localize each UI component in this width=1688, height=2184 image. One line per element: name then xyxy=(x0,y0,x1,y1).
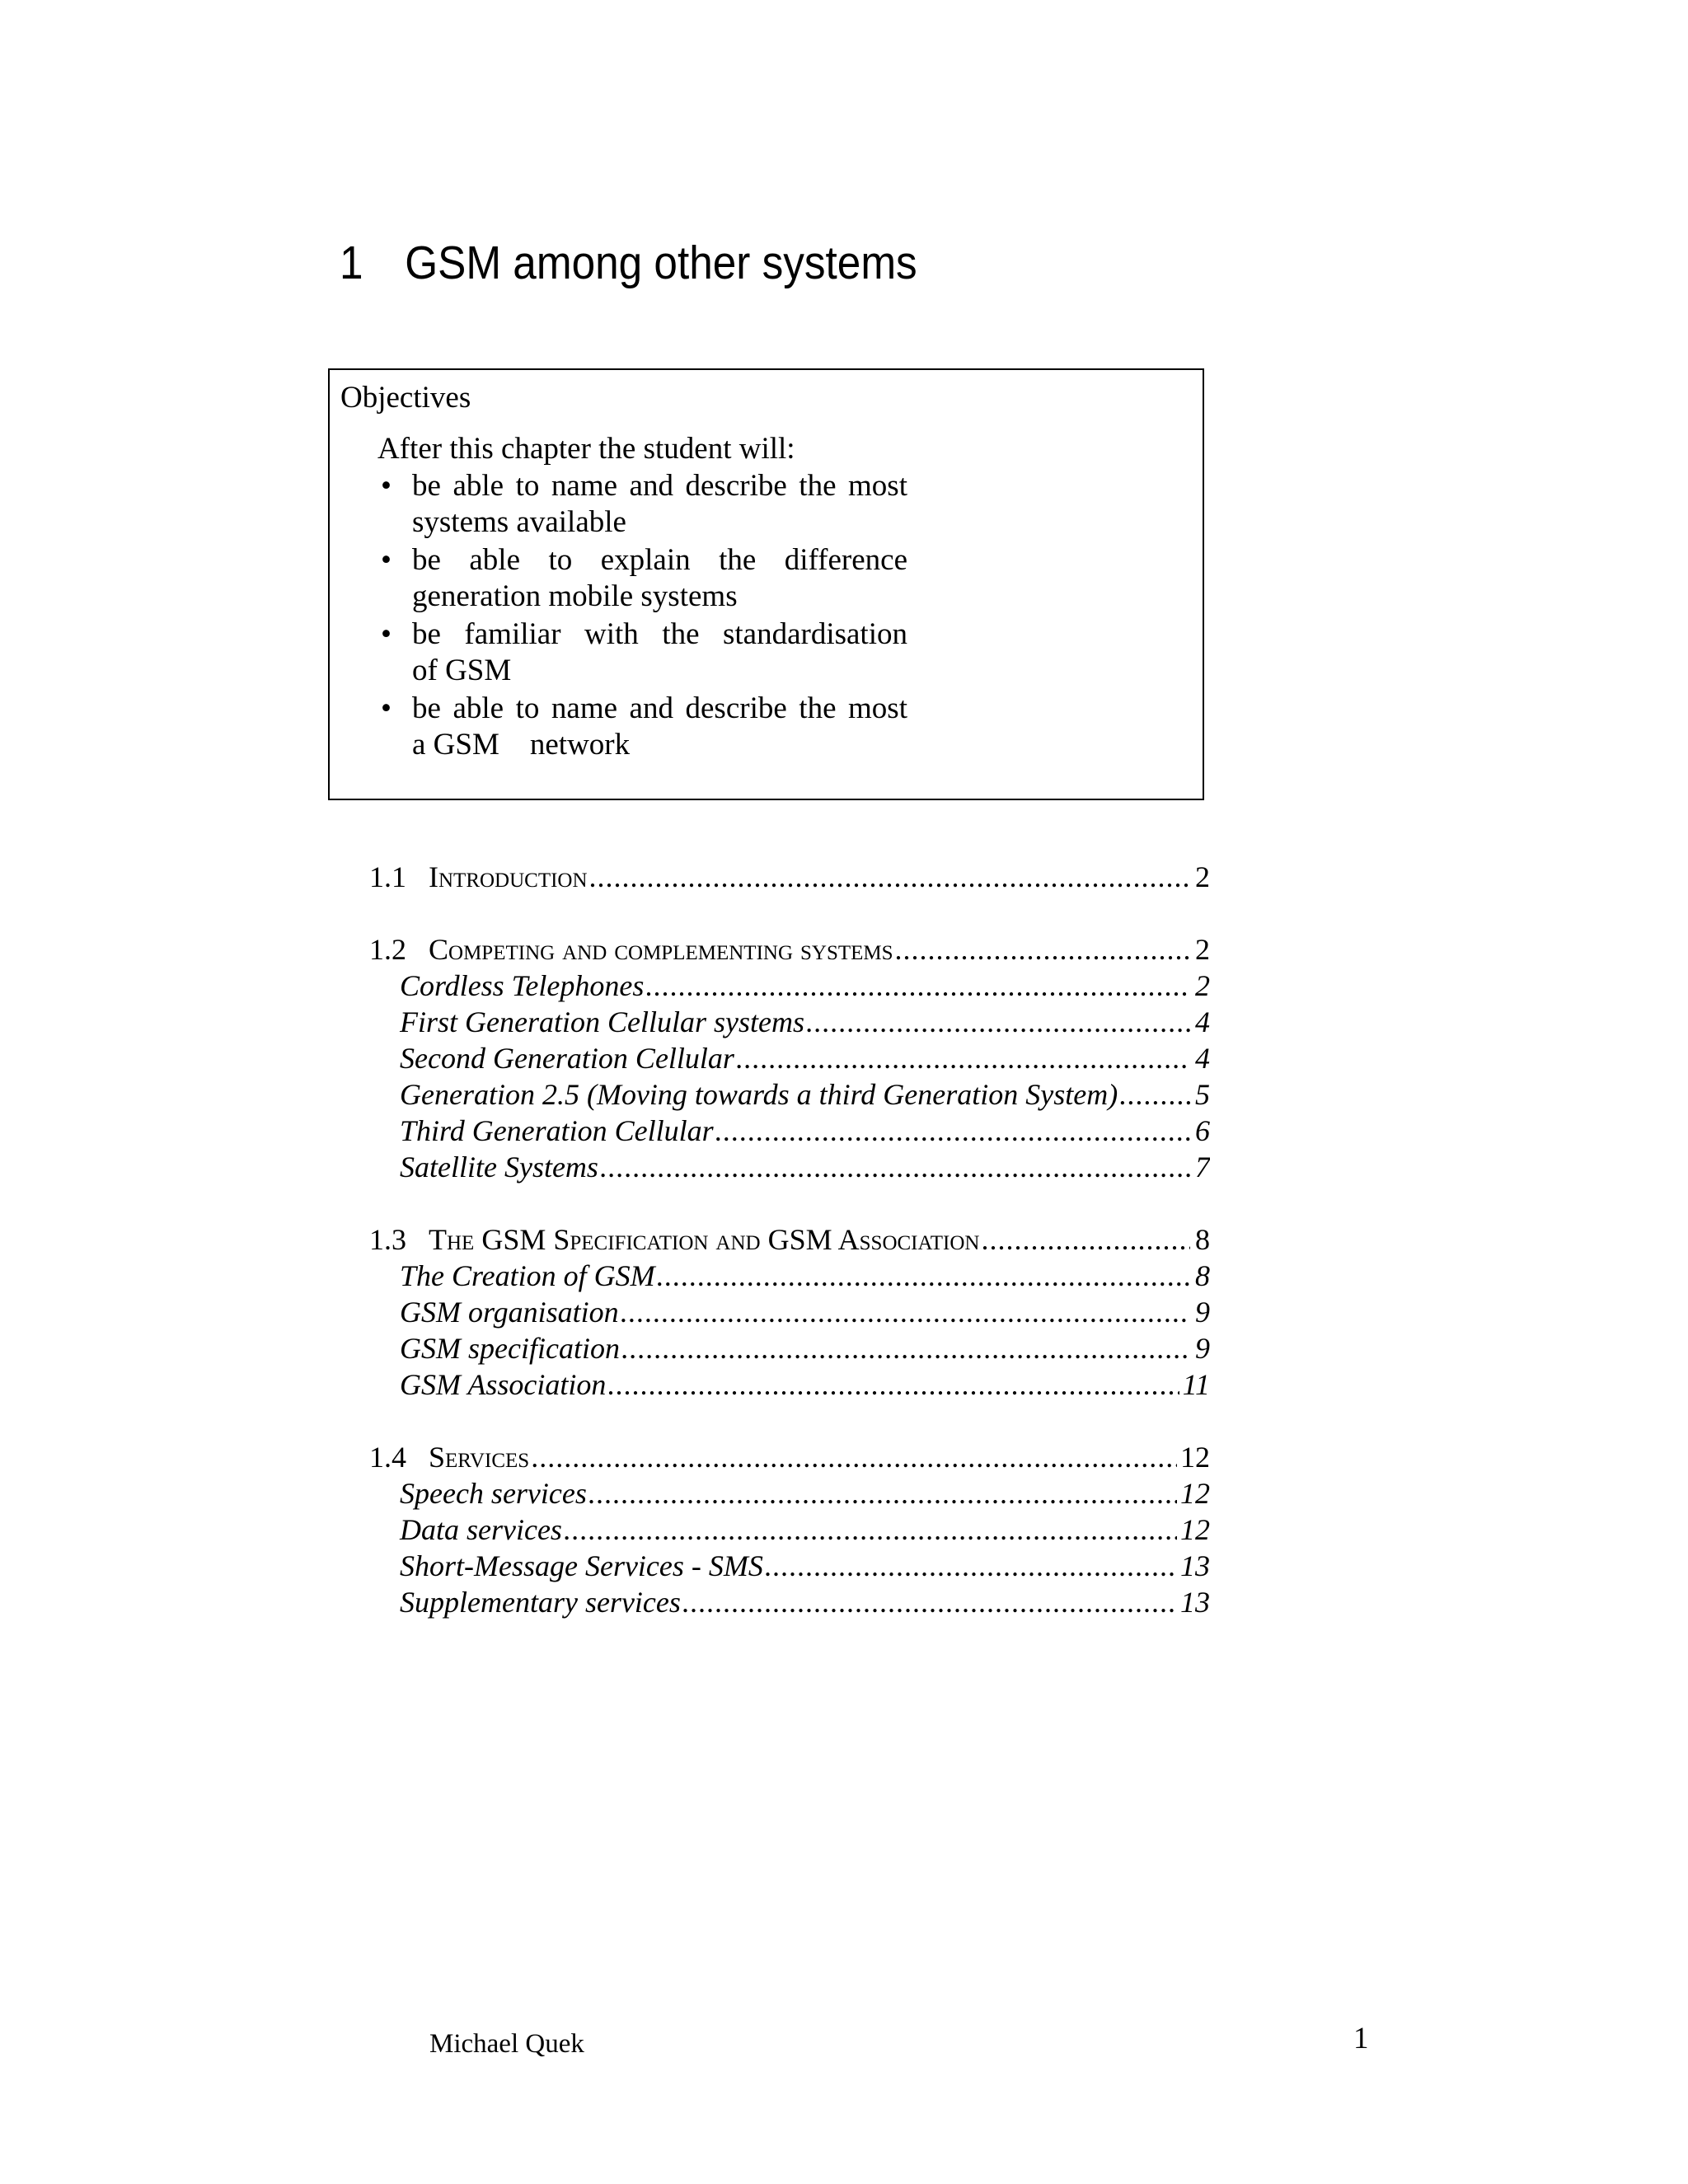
toc-subentry[interactable] xyxy=(369,1475,1210,1511)
toc-leader-dots xyxy=(657,1258,1190,1294)
toc-subentry-page: 12 xyxy=(1180,1513,1210,1546)
toc-leader-dots xyxy=(765,1548,1177,1584)
toc-subentry-page: 7 xyxy=(1195,1151,1210,1183)
toc-subentry[interactable] xyxy=(369,1040,1210,1076)
objectives-box xyxy=(328,368,1204,800)
objective-item xyxy=(330,468,1206,542)
toc-subentry[interactable] xyxy=(369,1149,1210,1185)
toc-subentry-page: 5 xyxy=(1195,1078,1210,1111)
toc-section xyxy=(369,931,1210,1185)
toc-entry-page: 2 xyxy=(1195,933,1210,966)
toc-entry-services[interactable] xyxy=(369,1439,1210,1475)
toc-subentry-title: Speech services xyxy=(400,1477,587,1510)
toc-subentry-title: GSM specification xyxy=(400,1332,620,1365)
toc-leader-dots xyxy=(607,1366,1179,1403)
bullet-icon: • xyxy=(381,543,392,577)
toc-section xyxy=(369,1439,1210,1620)
toc-leader-dots xyxy=(621,1294,1190,1330)
toc-entry-page: 2 xyxy=(1195,860,1210,893)
footer-author: Michael Quek xyxy=(429,2029,584,2059)
toc-leader-dots xyxy=(682,1584,1177,1620)
toc-subentry-title: The Creation of GSM xyxy=(400,1259,655,1292)
toc-entry-introduction[interactable] xyxy=(369,859,1210,895)
toc-subentry-page: 13 xyxy=(1180,1549,1210,1582)
objectives-heading: Objectives xyxy=(340,381,471,415)
toc-leader-dots xyxy=(564,1511,1177,1548)
toc-leader-dots xyxy=(600,1149,1190,1185)
table-of-contents xyxy=(369,859,1210,1657)
toc-leader-dots xyxy=(589,859,1190,895)
bullet-icon: • xyxy=(381,617,392,651)
toc-subentry-title: Generation 2.5 (Moving towards a third Generation System) xyxy=(400,1078,1118,1111)
objective-line: be able to name and describe the most xyxy=(412,691,907,725)
toc-subentry-page: 9 xyxy=(1195,1296,1210,1329)
toc-subentry[interactable] xyxy=(369,1294,1210,1330)
toc-subentry-page: 13 xyxy=(1180,1586,1210,1619)
toc-entry-number: 1.2 xyxy=(369,933,406,966)
toc-subentry-page: 2 xyxy=(1195,969,1210,1002)
objectives-intro: After this chapter the student will: xyxy=(377,432,795,466)
toc-entry-competing-systems[interactable] xyxy=(369,931,1210,968)
toc-leader-dots xyxy=(982,1221,1191,1258)
toc-entry-title: Services xyxy=(429,1441,530,1474)
toc-subentry-title: Supplementary services xyxy=(400,1586,681,1619)
toc-subentry-title: Data services xyxy=(400,1513,562,1546)
toc-section xyxy=(369,1221,1210,1403)
toc-section xyxy=(369,859,1210,895)
objective-line: be able to explain the difference xyxy=(412,543,907,577)
toc-subentry-page: 12 xyxy=(1180,1477,1210,1510)
toc-entry-page: 8 xyxy=(1195,1223,1210,1256)
toc-subentry-title: GSM organisation xyxy=(400,1296,619,1329)
toc-leader-dots xyxy=(1119,1076,1190,1113)
objective-line: a GSM network xyxy=(412,728,631,762)
toc-entry-title: The GSM Specification and GSM Association xyxy=(429,1223,980,1256)
objective-line: generation mobile systems xyxy=(412,579,738,613)
toc-subentry[interactable] xyxy=(369,1584,1210,1620)
toc-subentry-title: Satellite Systems xyxy=(400,1151,598,1183)
toc-entry-title: Introduction xyxy=(429,860,588,893)
chapter-title-text: GSM among other systems xyxy=(405,237,917,289)
toc-subentry-page: 8 xyxy=(1195,1259,1210,1292)
objective-item xyxy=(330,691,1206,765)
toc-subentry[interactable] xyxy=(369,1004,1210,1040)
toc-subentry-title: Third Generation Cellular xyxy=(400,1114,714,1147)
toc-leader-dots xyxy=(621,1330,1190,1366)
toc-subentry[interactable] xyxy=(369,1258,1210,1294)
objective-item xyxy=(330,542,1206,616)
toc-entry-title: Competing and complementing systems xyxy=(429,933,893,966)
toc-subentry-page: 6 xyxy=(1195,1114,1210,1147)
objective-line: be familiar with the standardisation xyxy=(412,617,907,651)
toc-subentry-page: 4 xyxy=(1195,1042,1210,1075)
chapter-title xyxy=(340,236,917,290)
toc-subentry-page: 9 xyxy=(1195,1332,1210,1365)
toc-leader-dots xyxy=(736,1040,1190,1076)
toc-leader-dots xyxy=(806,1004,1190,1040)
toc-subentry-title: First Generation Cellular systems xyxy=(400,1005,804,1038)
toc-entry-number: 1.4 xyxy=(369,1441,406,1474)
chapter-number: 1 xyxy=(340,237,363,289)
bullet-icon: • xyxy=(381,691,392,725)
objectives-list xyxy=(330,468,1206,765)
toc-subentry-page: 11 xyxy=(1182,1368,1210,1401)
objective-item xyxy=(330,616,1206,691)
toc-subentry-title: Cordless Telephones xyxy=(400,969,645,1002)
toc-subentry[interactable] xyxy=(369,1366,1210,1403)
toc-subentry-title: Short-Message Services - SMS xyxy=(400,1549,763,1582)
toc-entry-page: 12 xyxy=(1180,1441,1210,1474)
toc-subentry[interactable] xyxy=(369,1548,1210,1584)
footer-page-number: 1 xyxy=(1353,2022,1369,2055)
toc-leader-dots xyxy=(645,968,1190,1004)
toc-leader-dots xyxy=(715,1113,1190,1149)
toc-subentry[interactable] xyxy=(369,968,1210,1004)
toc-leader-dots xyxy=(588,1475,1177,1511)
toc-subentry-title: Second Generation Cellular xyxy=(400,1042,734,1075)
toc-subentry-page: 4 xyxy=(1195,1005,1210,1038)
toc-leader-dots xyxy=(895,931,1190,968)
toc-leader-dots xyxy=(531,1439,1177,1475)
objective-line: be able to name and describe the most xyxy=(412,469,907,503)
toc-subentry-title: GSM Association xyxy=(400,1368,607,1401)
toc-subentry[interactable] xyxy=(369,1076,1210,1113)
toc-entry-number: 1.1 xyxy=(369,860,406,893)
toc-subentry[interactable] xyxy=(369,1511,1210,1548)
objective-line: of GSM xyxy=(412,654,512,687)
bullet-icon: • xyxy=(381,469,392,503)
objective-line: systems available xyxy=(412,505,626,539)
toc-subentry[interactable] xyxy=(369,1113,1210,1149)
toc-entry-gsm-specification[interactable] xyxy=(369,1221,1210,1258)
toc-subentry[interactable] xyxy=(369,1330,1210,1366)
toc-entry-number: 1.3 xyxy=(369,1223,406,1256)
